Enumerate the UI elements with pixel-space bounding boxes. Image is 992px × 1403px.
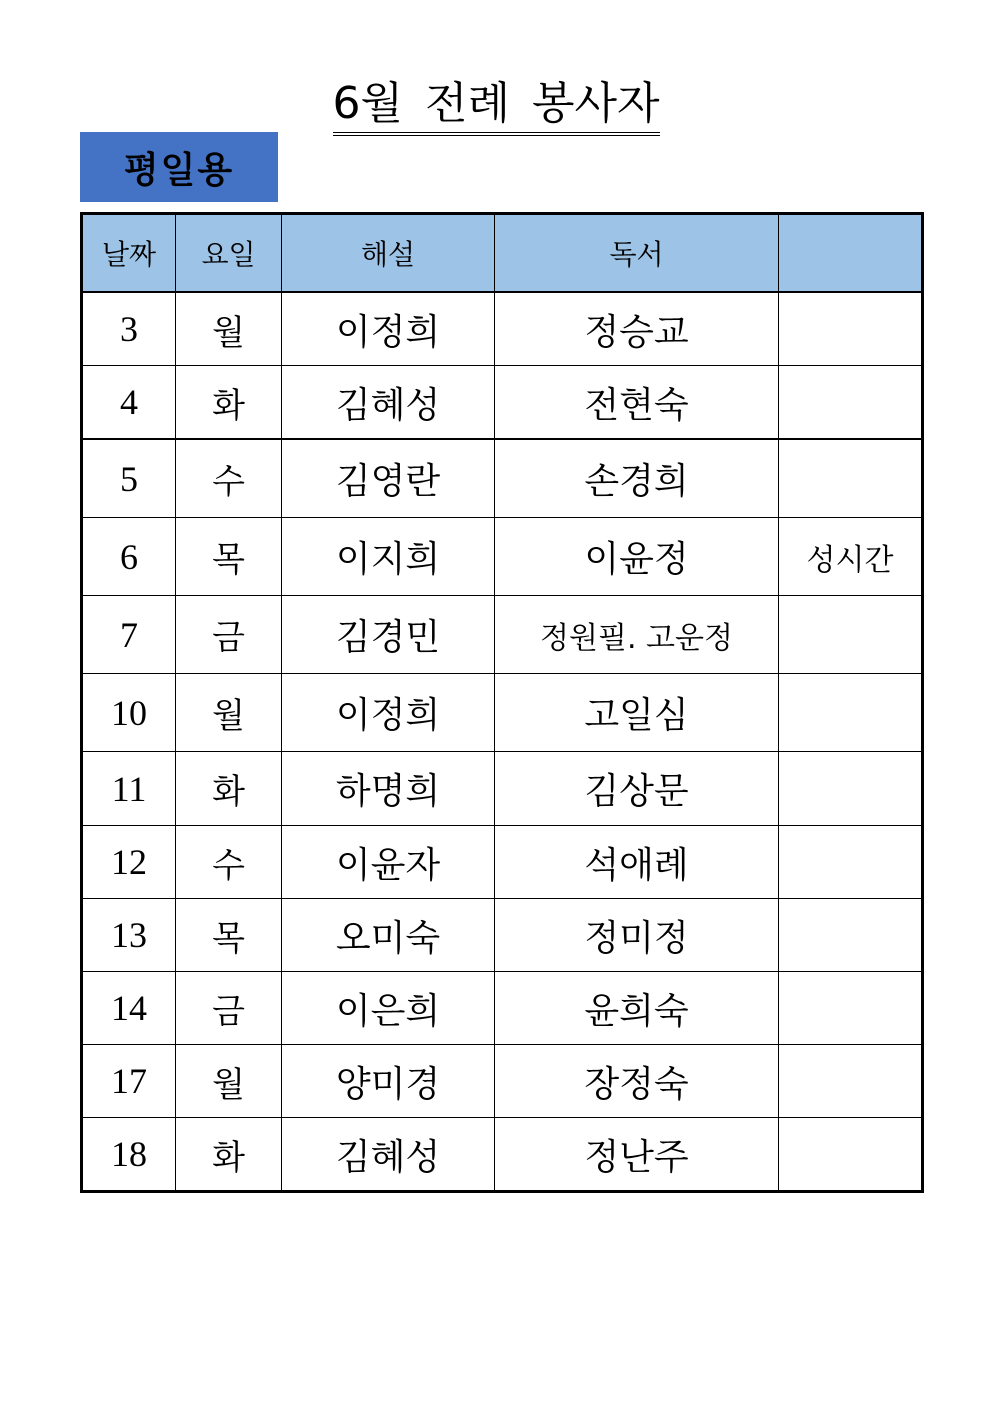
cell-note [779, 292, 923, 366]
header-weekday: 요일 [176, 214, 282, 293]
cell-date: 17 [82, 1045, 176, 1118]
page-title-text: 6월 전례 봉사자 [333, 76, 660, 136]
cell-reader: 김상문 [495, 752, 779, 826]
cell-date: 3 [82, 292, 176, 366]
table-row [82, 292, 923, 366]
cell-weekday: 월 [176, 1045, 282, 1118]
cell-weekday: 금 [176, 972, 282, 1045]
cell-date: 12 [82, 826, 176, 899]
table-row [82, 366, 923, 440]
header-note [779, 214, 923, 293]
cell-date: 14 [82, 972, 176, 1045]
cell-weekday: 목 [176, 518, 282, 596]
header-commentator: 해설 [282, 214, 495, 293]
cell-commentator: 김혜성 [282, 366, 495, 440]
cell-date: 7 [82, 596, 176, 674]
table-row [82, 752, 923, 826]
cell-commentator: 김영란 [282, 439, 495, 518]
cell-note: 성시간 [779, 518, 923, 596]
header-reader: 독서 [495, 214, 779, 293]
cell-note [779, 674, 923, 752]
cell-date: 6 [82, 518, 176, 596]
cell-commentator: 김혜성 [282, 1118, 495, 1192]
cell-note [779, 596, 923, 674]
cell-note [779, 439, 923, 518]
cell-weekday: 목 [176, 899, 282, 972]
cell-reader: 윤희숙 [495, 972, 779, 1045]
cell-reader: 이윤정 [495, 518, 779, 596]
cell-weekday: 화 [176, 1118, 282, 1192]
cell-note [779, 826, 923, 899]
table-row [82, 596, 923, 674]
cell-date: 10 [82, 674, 176, 752]
cell-commentator: 하명희 [282, 752, 495, 826]
cell-commentator: 이지희 [282, 518, 495, 596]
cell-commentator: 이윤자 [282, 826, 495, 899]
cell-reader: 정승교 [495, 292, 779, 366]
cell-reader: 정원필. 고운정 [495, 596, 779, 674]
cell-weekday: 수 [176, 439, 282, 518]
cell-note [779, 366, 923, 440]
cell-note [779, 1045, 923, 1118]
cell-note [779, 972, 923, 1045]
cell-commentator: 이은희 [282, 972, 495, 1045]
cell-reader: 손경희 [495, 439, 779, 518]
cell-note [779, 752, 923, 826]
cell-commentator: 양미경 [282, 1045, 495, 1118]
cell-commentator: 이정희 [282, 292, 495, 366]
table-row [82, 439, 923, 518]
cell-weekday: 월 [176, 674, 282, 752]
cell-weekday: 화 [176, 366, 282, 440]
cell-weekday: 월 [176, 292, 282, 366]
cell-reader: 장정숙 [495, 1045, 779, 1118]
page-title [0, 74, 992, 136]
table-row [82, 1045, 923, 1118]
cell-weekday: 금 [176, 596, 282, 674]
category-badge: 평일용 [80, 132, 278, 202]
cell-date: 5 [82, 439, 176, 518]
table-row [82, 826, 923, 899]
cell-commentator: 이정희 [282, 674, 495, 752]
table-row [82, 972, 923, 1045]
cell-reader: 고일심 [495, 674, 779, 752]
table-row [82, 674, 923, 752]
cell-note [779, 899, 923, 972]
schedule-table [80, 212, 924, 1193]
cell-reader: 정난주 [495, 1118, 779, 1192]
cell-note [779, 1118, 923, 1192]
cell-date: 13 [82, 899, 176, 972]
header-date: 날짜 [82, 214, 176, 293]
table-row [82, 1118, 923, 1192]
cell-weekday: 화 [176, 752, 282, 826]
cell-commentator: 오미숙 [282, 899, 495, 972]
cell-date: 4 [82, 366, 176, 440]
cell-commentator: 김경민 [282, 596, 495, 674]
cell-date: 11 [82, 752, 176, 826]
table-header-row [82, 214, 923, 293]
cell-reader: 정미정 [495, 899, 779, 972]
table-row [82, 899, 923, 972]
cell-reader: 석애례 [495, 826, 779, 899]
cell-weekday: 수 [176, 826, 282, 899]
table-row [82, 518, 923, 596]
cell-reader: 전현숙 [495, 366, 779, 440]
cell-date: 18 [82, 1118, 176, 1192]
